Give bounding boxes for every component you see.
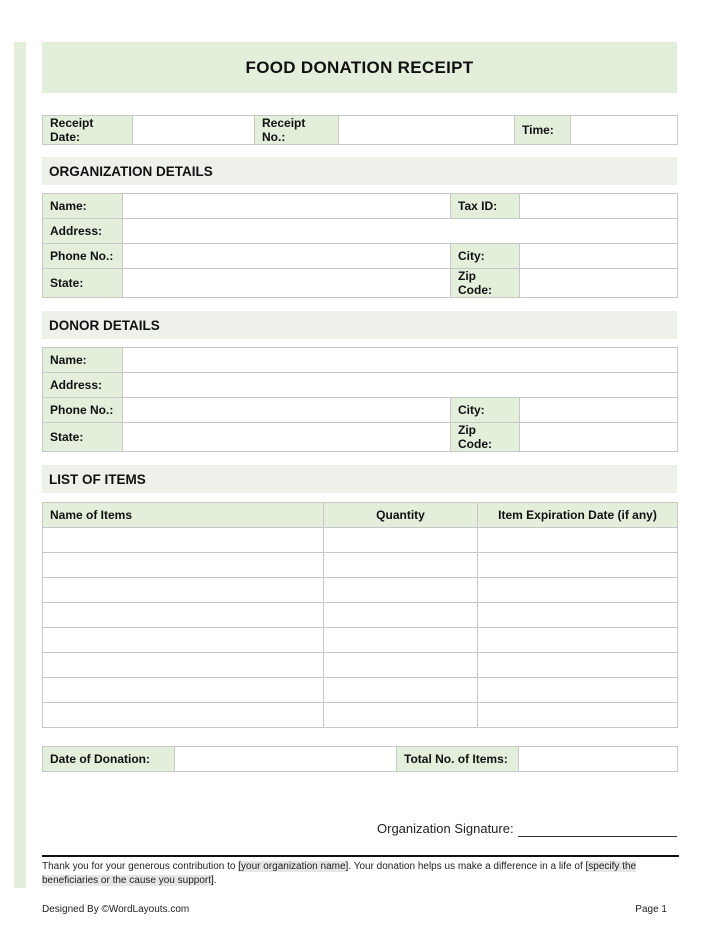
item-expiration-cell[interactable]	[478, 603, 678, 628]
total-items-label: Total No. of Items:	[397, 747, 519, 772]
signature-line[interactable]	[518, 836, 677, 837]
item-expiration-cell[interactable]	[478, 678, 678, 703]
org-state-label: State:	[43, 269, 123, 298]
item-name-cell[interactable]	[43, 653, 324, 678]
placeholder-org-name: [your organization name]	[238, 861, 349, 872]
footer-divider	[42, 855, 679, 857]
donor-address-field[interactable]	[123, 373, 678, 398]
items-heading: LIST OF ITEMS	[49, 471, 146, 487]
item-quantity-cell[interactable]	[324, 603, 478, 628]
item-expiration-cell[interactable]	[478, 578, 678, 603]
totals-table	[42, 746, 678, 772]
donor-address-label: Address:	[43, 373, 123, 398]
table-row	[43, 678, 678, 703]
organization-section-header	[42, 157, 677, 185]
org-name-label: Name:	[43, 194, 123, 219]
receipt-date-label: Receipt Date:	[43, 116, 133, 145]
note-part-1: Thank you for your generous contribution to	[42, 861, 239, 872]
item-quantity-cell[interactable]	[324, 653, 478, 678]
items-table	[42, 502, 678, 728]
receipt-no-field[interactable]	[339, 116, 515, 145]
thank-you-note	[42, 860, 679, 888]
receipt-date-field[interactable]	[133, 116, 255, 145]
receipt-no-label: Receipt No.:	[255, 116, 339, 145]
donor-state-label: State:	[43, 423, 123, 452]
designed-by: Designed By ©WordLayouts.com	[42, 904, 190, 915]
item-name-cell[interactable]	[43, 703, 324, 728]
org-tax-label: Tax ID:	[451, 194, 520, 219]
item-expiration-cell[interactable]	[478, 553, 678, 578]
item-quantity-cell[interactable]	[324, 578, 478, 603]
decorative-side-bar	[14, 42, 26, 888]
org-phone-field[interactable]	[123, 244, 451, 269]
organization-heading: ORGANIZATION DETAILS	[49, 163, 213, 179]
donor-heading: DONOR DETAILS	[49, 317, 160, 333]
table-row	[43, 553, 678, 578]
time-label: Time:	[515, 116, 571, 145]
item-name-cell[interactable]	[43, 628, 324, 653]
note-part-2: . Your donation helps us make a difference in a life of	[348, 861, 586, 872]
item-name-cell[interactable]	[43, 553, 324, 578]
item-name-cell[interactable]	[43, 528, 324, 553]
page-title: FOOD DONATION RECEIPT	[245, 57, 474, 77]
donor-city-field[interactable]	[520, 398, 678, 423]
item-name-cell[interactable]	[43, 578, 324, 603]
signature-label: Organization Signature:	[377, 821, 514, 836]
donor-phone-label: Phone No.:	[43, 398, 123, 423]
donor-zip-label: Zip Code:	[451, 423, 520, 452]
item-expiration-cell[interactable]	[478, 628, 678, 653]
item-name-cell[interactable]	[43, 678, 324, 703]
org-address-field[interactable]	[123, 219, 678, 244]
items-col-expiration: Item Expiration Date (if any)	[478, 503, 678, 528]
org-state-field[interactable]	[123, 269, 451, 298]
donor-zip-field[interactable]	[520, 423, 678, 452]
table-row	[43, 578, 678, 603]
donor-phone-field[interactable]	[123, 398, 451, 423]
table-row	[43, 653, 678, 678]
placeholder-cause: [specify the beneficiaries or the cause you support]	[42, 861, 637, 886]
total-items-field[interactable]	[519, 747, 678, 772]
org-name-field[interactable]	[123, 194, 451, 219]
item-name-cell[interactable]	[43, 603, 324, 628]
time-field[interactable]	[571, 116, 678, 145]
items-col-quantity: Quantity	[324, 503, 478, 528]
org-city-field[interactable]	[520, 244, 678, 269]
donor-table	[42, 347, 678, 452]
org-address-label: Address:	[43, 219, 123, 244]
table-row	[43, 628, 678, 653]
donor-name-label: Name:	[43, 348, 123, 373]
item-expiration-cell[interactable]	[478, 528, 678, 553]
item-quantity-cell[interactable]	[324, 553, 478, 578]
donor-name-field[interactable]	[123, 348, 678, 373]
items-section-header	[42, 465, 677, 493]
org-phone-label: Phone No.:	[43, 244, 123, 269]
page-number: Page 1	[635, 904, 667, 915]
title-band	[42, 42, 677, 93]
note-part-3: .	[213, 875, 217, 886]
org-zip-label: Zip Code:	[451, 269, 520, 298]
donor-state-field[interactable]	[123, 423, 451, 452]
receipt-info-table	[42, 115, 678, 145]
org-city-label: City:	[451, 244, 520, 269]
donation-date-label: Date of Donation:	[43, 747, 175, 772]
org-zip-field[interactable]	[520, 269, 678, 298]
donor-city-label: City:	[451, 398, 520, 423]
item-quantity-cell[interactable]	[324, 678, 478, 703]
donor-section-header	[42, 311, 677, 339]
table-row	[43, 603, 678, 628]
organization-table	[42, 193, 678, 298]
donation-date-field[interactable]	[175, 747, 397, 772]
table-row	[43, 528, 678, 553]
org-tax-field[interactable]	[520, 194, 678, 219]
item-expiration-cell[interactable]	[478, 703, 678, 728]
item-expiration-cell[interactable]	[478, 653, 678, 678]
table-row	[43, 703, 678, 728]
items-col-name: Name of Items	[43, 503, 324, 528]
item-quantity-cell[interactable]	[324, 628, 478, 653]
item-quantity-cell[interactable]	[324, 528, 478, 553]
item-quantity-cell[interactable]	[324, 703, 478, 728]
